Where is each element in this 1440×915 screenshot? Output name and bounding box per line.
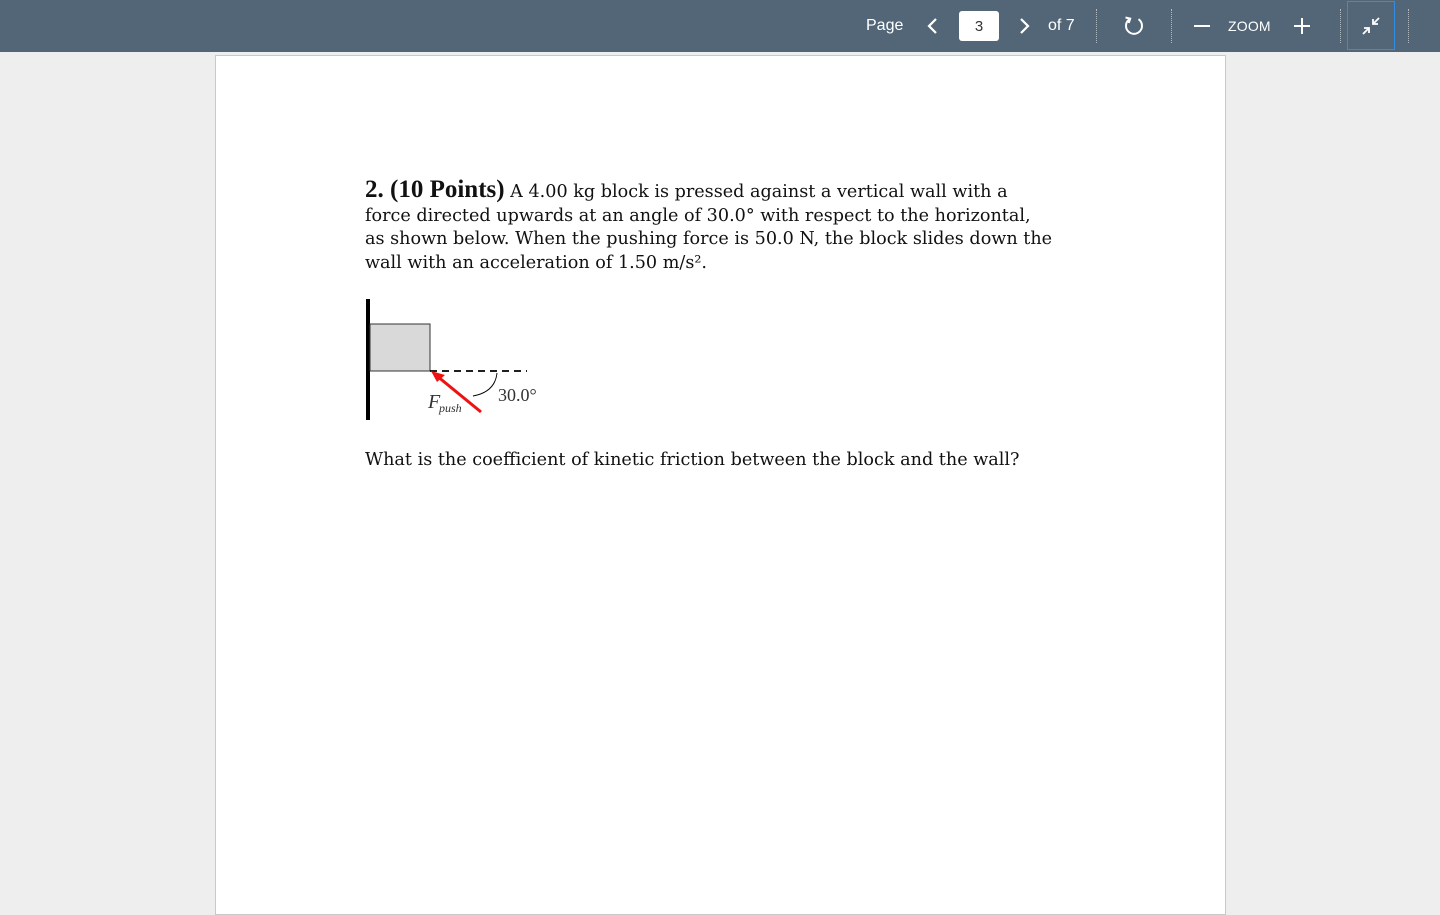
toolbar-divider — [1171, 9, 1172, 43]
document-page — [215, 55, 1226, 915]
force-label: F — [428, 391, 441, 413]
refresh-icon — [1122, 14, 1146, 38]
force-subscript: push — [439, 401, 462, 415]
page-label: Page — [866, 17, 904, 34]
previous-page-button[interactable] — [920, 12, 946, 40]
question-text — [365, 178, 1055, 275]
zoom-out-button[interactable] — [1188, 12, 1216, 40]
fit-page-button[interactable] — [1347, 1, 1395, 50]
zoom-in-button[interactable] — [1288, 12, 1316, 40]
question-heading: 2. (10 Points) — [365, 176, 505, 203]
question-body: A 4.00 kg block is pressed against a vertical wall with a force directed upwards at an angle of 30.0° with respect to the horizontal, as shown below. When the pushing force is 50.0 N, the block slides down the wall with an acceleration of 1.50 m/s². — [365, 182, 1053, 273]
page-number-input[interactable] — [959, 11, 999, 41]
next-page-button[interactable] — [1011, 12, 1037, 40]
force-diagram — [361, 296, 601, 436]
toolbar-divider — [1340, 9, 1341, 43]
toolbar-divider — [1096, 9, 1097, 43]
plus-icon — [1293, 17, 1311, 35]
refresh-button[interactable] — [1118, 10, 1150, 42]
chevron-right-icon — [1017, 16, 1031, 36]
minus-icon — [1193, 17, 1211, 35]
collapse-icon — [1360, 15, 1382, 37]
block — [370, 324, 430, 371]
pdf-toolbar — [0, 0, 1440, 52]
chevron-left-icon — [926, 16, 940, 36]
question-prompt: What is the coefficient of kinetic friction between the block and the wall? — [365, 450, 1020, 470]
wall — [366, 299, 370, 420]
angle-arc — [473, 373, 497, 396]
page-count-label: of 7 — [1048, 17, 1075, 34]
angle-label: 30.0° — [498, 385, 537, 405]
zoom-label: ZOOM — [1228, 18, 1271, 34]
toolbar-divider — [1408, 9, 1409, 43]
